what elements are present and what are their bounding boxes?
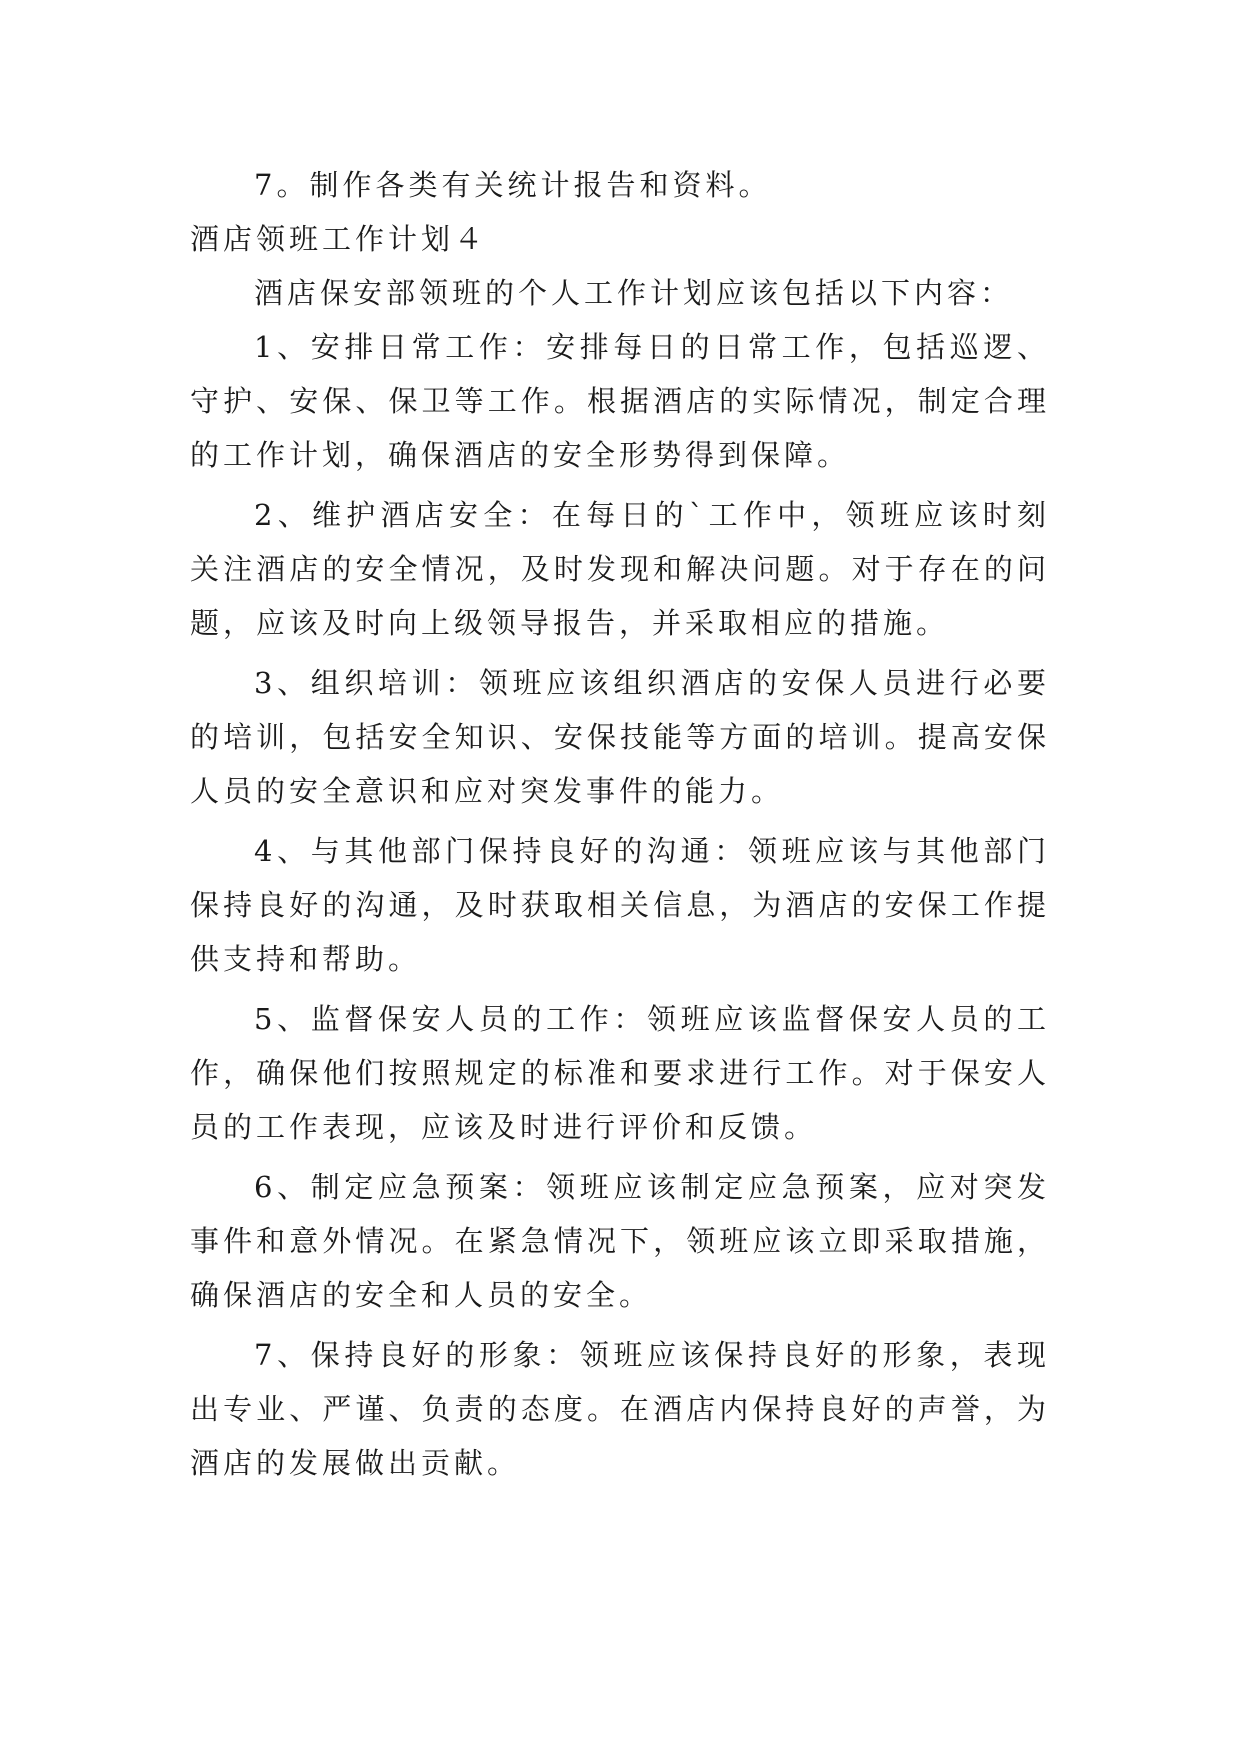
intro-paragraph: 酒店保安部领班的个人工作计划应该包括以下内容：	[254, 276, 1014, 310]
list-item: 5、监督保安人员的工作：领班应该监督保安人员的工作，确保他们按照规定的标准和要求进行工作。对于保安人员的工作表现，应该及时进行评价和反馈。	[190, 1002, 1050, 1144]
list-item: 7、保持良好的形象：领班应该保持良好的形象，表现出专业、严谨、负责的态度。在酒店内保持良好的声誉，为酒店的发展做出贡献。	[190, 1338, 1050, 1480]
document-body	[190, 158, 1050, 1490]
section-title: 酒店领班工作计划４	[190, 222, 488, 256]
list-item: 4、与其他部门保持良好的沟通：领班应该与其他部门保持良好的沟通，及时获取相关信息，为酒店的安保工作提供支持和帮助。	[190, 834, 1050, 976]
list-item: 1、安排日常工作：安排每日的日常工作，包括巡逻、守护、安保、保卫等工作。根据酒店的实际情况，制定合理的工作计划，确保酒店的安全形势得到保障。	[190, 330, 1050, 472]
list-item: 6、制定应急预案：领班应该制定应急预案，应对突发事件和意外情况。在紧急情况下，领班应该立即采取措施，确保酒店的安全和人员的安全。	[190, 1170, 1050, 1312]
list-item: 3、组织培训：领班应该组织酒店的安保人员进行必要的培训，包括安全知识、安保技能等方面的培训。提高安保人员的安全意识和应对突发事件的能力。	[190, 666, 1050, 808]
lead-item: 7。制作各类有关统计报告和资料。	[254, 168, 772, 202]
list-item: 2、维护酒店安全：在每日的`工作中，领班应该时刻关注酒店的安全情况，及时发现和解决问题。对于存在的问题，应该及时向上级领导报告，并采取相应的措施。	[190, 498, 1050, 640]
